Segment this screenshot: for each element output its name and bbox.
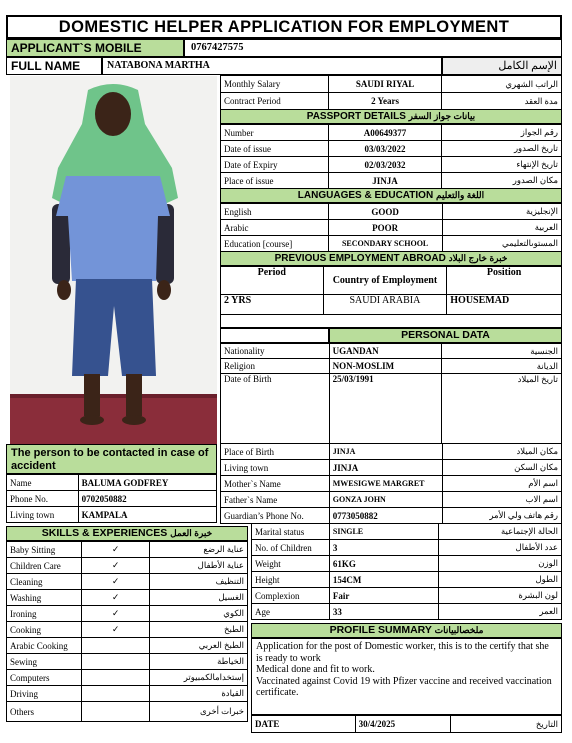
profile-title: PROFILE SUMMARY xyxy=(329,624,432,636)
skills-table xyxy=(6,541,248,722)
skill-check-empty xyxy=(81,702,149,722)
weight-label: Weight xyxy=(252,556,330,572)
profile-summary-header xyxy=(251,623,562,638)
marital-status-value: SINGLE xyxy=(329,524,439,540)
skill-baby-sitting: Baby Sitting xyxy=(7,542,82,558)
contact-phone-label: Phone No. xyxy=(7,491,79,507)
passport-header xyxy=(220,109,562,124)
living-town-label-ar: مكان السكن xyxy=(442,460,561,476)
dob-label-ar: تاريخ الميلاد xyxy=(442,374,562,444)
mobile-label: APPLICANT`S MOBILE xyxy=(6,39,184,57)
skill-sewing-ar: الخياطة xyxy=(150,654,248,670)
skill-others-ar: خبرات أخرى xyxy=(150,702,248,722)
arabic-label: Arabic xyxy=(221,220,329,236)
skill-children-care-ar: عناية الأطفال xyxy=(150,558,248,574)
pob-label: Place of Birth xyxy=(221,444,330,460)
skill-ironing: Ironing xyxy=(7,606,82,622)
skills-title-ar: خبرة العمل xyxy=(170,528,213,538)
previous-employment-table xyxy=(220,266,562,315)
father-name-label: Father`s Name xyxy=(221,492,330,508)
living-town-value: JINJA xyxy=(329,460,442,476)
pob-value: JINJA xyxy=(329,444,442,460)
passport-table xyxy=(220,124,562,189)
salary-value: SAUDI RIYAL xyxy=(328,76,442,93)
check-icon: ✓ xyxy=(81,622,149,638)
contact-name-label: Name xyxy=(7,475,79,491)
skill-washing: Washing xyxy=(7,590,82,606)
place-of-issue-value: JINJA xyxy=(328,173,442,189)
mobile-value: 0767427575 xyxy=(184,39,562,57)
previous-title-ar: خبرة خارج البلاد xyxy=(448,253,508,263)
expiry-date-label: Date of Expiry xyxy=(221,157,329,173)
contract-label: Contract Period xyxy=(221,93,329,110)
religion-value: NON-MOSLIM xyxy=(329,359,442,374)
skills-header xyxy=(6,526,248,541)
age-label-ar: العمر xyxy=(439,604,562,620)
skill-driving-ar: القيادة xyxy=(150,686,248,702)
complexion-value: Fair xyxy=(329,588,439,604)
age-value: 33 xyxy=(329,604,439,620)
nationality-value: UGANDAN xyxy=(329,344,442,359)
skill-driving: Driving xyxy=(7,686,82,702)
marital-status-label-ar: الحالة الإجتماعية xyxy=(439,524,562,540)
skill-cooking: Cooking xyxy=(7,622,82,638)
passport-title-ar: بيانات جواز السفر xyxy=(408,111,476,121)
title-bar xyxy=(6,15,562,39)
profile-title-ar: ملخصالبيانات xyxy=(434,625,484,635)
full-name-label-ar: الإسم الكامل xyxy=(442,57,562,75)
check-icon: ✓ xyxy=(81,558,149,574)
english-label: English xyxy=(221,204,329,220)
religion-label-ar: الديانة xyxy=(442,359,562,374)
personal-header-spacer xyxy=(220,328,329,343)
guardian-phone-value: 0773050882 xyxy=(329,508,442,524)
contact-phone-value: 0702050882 xyxy=(78,491,216,507)
mother-name-label: Mother`s Name xyxy=(221,476,330,492)
education-label: Education [course] xyxy=(221,236,329,252)
page-title: DOMESTIC HELPER APPLICATION FOR EMPLOYMENT xyxy=(58,18,510,36)
skill-computers-ar: إستخدامالكمبيوتر xyxy=(150,670,248,686)
expiry-date-value: 02/03/2032 xyxy=(328,157,442,173)
profile-line-2: Medical done and fit to work. xyxy=(256,664,375,675)
skill-sewing: Sewing xyxy=(7,654,82,670)
skill-check-empty xyxy=(81,638,149,654)
skill-washing-ar: الغسيل xyxy=(150,590,248,606)
check-icon: ✓ xyxy=(81,590,149,606)
father-name-label-ar: اسم الاب xyxy=(442,492,561,508)
previous-title: PREVIOUS EMPLOYMENT ABROAD xyxy=(274,253,446,264)
issue-date-value: 03/03/2022 xyxy=(328,141,442,157)
skill-check-empty xyxy=(81,670,149,686)
skill-others: Others xyxy=(7,702,82,722)
weight-value: 61KG xyxy=(329,556,439,572)
languages-header xyxy=(220,188,562,203)
skill-cleaning: Cleaning xyxy=(7,574,82,590)
contact-name-value: BALUMA GODFREY xyxy=(78,475,216,491)
full-name-label: FULL NAME xyxy=(6,57,102,75)
personal-data-table-upper xyxy=(220,343,562,444)
date-label: DATE xyxy=(252,716,356,733)
position-value: HOUSEMAD xyxy=(447,295,562,315)
passport-title: PASSPORT DETAILS xyxy=(306,111,406,122)
children-count-label-ar: عدد الأطفال xyxy=(439,540,562,556)
english-label-ar: الإنجليزية xyxy=(442,204,561,220)
personal-title: PERSONAL DATA xyxy=(401,329,490,341)
contact-person-header xyxy=(6,444,217,474)
english-value: GOOD xyxy=(328,204,442,220)
date-value: 30/4/2025 xyxy=(355,716,451,733)
skills-title: SKILLS & EXPERIENCES xyxy=(41,527,168,539)
date-label-ar: التاريخ xyxy=(451,716,562,733)
contract-value: 2 Years xyxy=(328,93,442,110)
skill-computers: Computers xyxy=(7,670,82,686)
mother-name-value: MWESIGWE MARGRET xyxy=(329,476,442,492)
previous-employment-header xyxy=(220,251,562,266)
applicant-photo xyxy=(10,76,217,444)
period-value: 2 YRS xyxy=(221,295,324,315)
check-icon: ✓ xyxy=(81,606,149,622)
mother-name-label-ar: اسم الأم xyxy=(442,476,561,492)
contact-town-label: Living town xyxy=(7,507,79,523)
passport-number-label: Number xyxy=(221,125,329,141)
personal-data-header xyxy=(329,328,562,343)
issue-date-label: Date of issue xyxy=(221,141,329,157)
top-info-table xyxy=(220,75,562,110)
languages-title-ar: اللغة والتعليم xyxy=(435,190,485,200)
languages-title: LANGUAGES & EDUCATION xyxy=(297,190,434,201)
contact-table xyxy=(6,474,217,523)
weight-label-ar: الوزن xyxy=(439,556,562,572)
arabic-label-ar: العربية xyxy=(442,220,561,236)
skill-baby-sitting-ar: عناية الرضع xyxy=(150,542,248,558)
education-value: SECONDARY SCHOOL xyxy=(328,236,442,252)
height-value: 154CM xyxy=(329,572,439,588)
country-value: SAUDI ARABIA xyxy=(323,295,447,315)
profile-line-3: Vaccinated against Covid 19 with Pfizer vaccine and received vaccination certificate. xyxy=(256,675,552,698)
skill-check-empty xyxy=(81,654,149,670)
personal-data-table-physical xyxy=(251,523,562,620)
contact-title: The person to be contacted in case of accident xyxy=(11,447,209,472)
skill-cooking-ar: الطبخ xyxy=(150,622,248,638)
blank-row xyxy=(220,314,562,328)
skill-check-empty xyxy=(81,686,149,702)
children-count-value: 3 xyxy=(329,540,439,556)
languages-table xyxy=(220,203,562,252)
profile-line-1: Application for the post of Domestic worker, this is to the certify that she is ready to work xyxy=(256,641,549,664)
expiry-date-label-ar: تاريخ الإنتهاء xyxy=(442,157,562,173)
father-name-value: GONZA JOHN xyxy=(329,492,442,508)
religion-label: Religion xyxy=(221,359,330,374)
skill-arabic-cooking-ar: الطبخ العربي xyxy=(150,638,248,654)
living-town-label: Living town xyxy=(221,460,330,476)
passport-number-label-ar: رقم الجواز xyxy=(442,125,562,141)
guardian-phone-label: Guardian’s Phone No. xyxy=(221,508,330,524)
height-label-ar: الطول xyxy=(439,572,562,588)
place-of-issue-label: Place of issue xyxy=(221,173,329,189)
dob-value: 25/03/1991 xyxy=(329,374,442,444)
marital-status-label: Marital status xyxy=(252,524,330,540)
full-name-value: NATABONA MARTHA xyxy=(102,57,442,75)
skill-cleaning-ar: التنظيف xyxy=(150,574,248,590)
arabic-value: POOR xyxy=(328,220,442,236)
contact-town-value: KAMPALA xyxy=(78,507,216,523)
skill-children-care: Children Care xyxy=(7,558,82,574)
period-header: Period xyxy=(221,267,324,295)
nationality-label-ar: الجنسية xyxy=(442,344,562,359)
age-label: Age xyxy=(252,604,330,620)
check-icon: ✓ xyxy=(81,542,149,558)
dob-label: Date of Birth xyxy=(221,374,330,444)
salary-label-ar: الراتب الشهري xyxy=(442,76,562,93)
personal-data-table-lower xyxy=(220,443,562,524)
skill-arabic-cooking: Arabic Cooking xyxy=(7,638,82,654)
salary-label: Monthly Salary xyxy=(221,76,329,93)
passport-number-value: A00649377 xyxy=(328,125,442,141)
education-label-ar: المستوىالتعليمي xyxy=(442,236,561,252)
skill-ironing-ar: الكوي xyxy=(150,606,248,622)
position-header: Position xyxy=(447,267,562,295)
complexion-label-ar: لون البشرة xyxy=(439,588,562,604)
issue-date-label-ar: تاريخ الصدور xyxy=(442,141,562,157)
complexion-label: Complexion xyxy=(252,588,330,604)
country-header: Country of Employment xyxy=(323,267,447,295)
children-count-label: No. of Children xyxy=(252,540,330,556)
check-icon: ✓ xyxy=(81,574,149,590)
pob-label-ar: مكان الميلاد xyxy=(442,444,561,460)
nationality-label: Nationality xyxy=(221,344,330,359)
place-of-issue-label-ar: مكان الصدور xyxy=(442,173,562,189)
profile-summary-body xyxy=(251,638,562,715)
guardian-phone-label-ar: رقم هاتف ولي الأمر xyxy=(442,508,561,524)
date-row xyxy=(251,715,562,733)
contract-label-ar: مدة العقد xyxy=(442,93,562,110)
height-label: Height xyxy=(252,572,330,588)
